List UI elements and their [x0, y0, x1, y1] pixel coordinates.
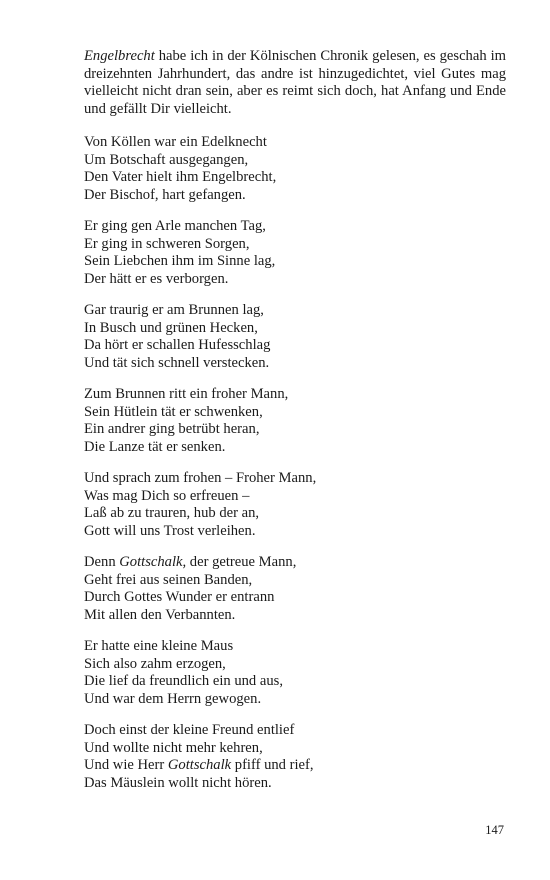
verse-italic-name: Gottschalk, — [119, 554, 187, 570]
intro-text: habe ich in der Kölnischen Chronik gelesen, es geschah im dreizehnten Jahrhundert, das andre ist hinzugedichtet, viel Gutes mag vielleicht nicht dran sein, aber es reimt sich doch, hat Anfang und Ende und gefällt Dir vielleicht. — [84, 48, 506, 117]
verse-italic-name: Gottschalk — [167, 757, 232, 773]
verse-line: Die Lanze tät er senken. — [84, 438, 226, 455]
stanza-7 — [84, 638, 506, 708]
verse-line: Der hätt er es verborgen. — [84, 270, 229, 287]
verse-line: Die lief da freundlich ein und aus, — [84, 673, 283, 689]
verse-line: Sein Hütlein tät er schwenken, — [84, 403, 263, 420]
verse-line: Was mag Dich so erfreuen – — [84, 487, 250, 504]
stanza-6 — [84, 554, 506, 624]
stanza-5 — [84, 470, 506, 540]
verse-line: Laß ab zu trauren, hub der an, — [84, 505, 260, 521]
stanza-3 — [84, 302, 506, 372]
verse-fragment: pfiff und rief, — [231, 757, 314, 773]
stanza-8 — [84, 722, 506, 792]
verse-line: Gar traurig er am Brunnen lag, — [84, 302, 264, 318]
verse-line: Mit allen den Verbannten. — [84, 606, 236, 623]
intro-paragraph — [84, 48, 506, 118]
verse-line: Der Bischof, hart gefangen. — [84, 186, 246, 203]
verse-fragment: Denn — [84, 554, 120, 570]
verse-line: Von Köllen war ein Edelknecht — [84, 134, 267, 150]
verse-line: Doch einst der kleine Freund entlief — [84, 722, 295, 738]
verse-line: Gott will uns Trost verleihen. — [84, 522, 256, 539]
verse-line: Er ging in schweren Sorgen, — [84, 235, 250, 252]
verse-line: Da hört er schallen Hufesschlag — [84, 337, 271, 353]
book-page — [84, 48, 506, 806]
verse-fragment: Und wie Herr — [84, 757, 168, 773]
verse-line: In Busch und grünen Hecken, — [84, 319, 258, 336]
verse-line: Das Mäuslein wollt nicht hören. — [84, 774, 272, 791]
stanza-2 — [84, 218, 506, 288]
verse-line: Um Botschaft ausgegangen, — [84, 151, 249, 168]
verse-line: Durch Gottes Wunder er entrann — [84, 589, 275, 605]
page-number: 147 — [485, 823, 504, 837]
verse-line: Zum Brunnen ritt ein froher Mann, — [84, 386, 289, 402]
verse-line: Geht frei aus seinen Banden, — [84, 571, 253, 588]
verse-line: Er ging gen Arle manchen Tag, — [84, 218, 266, 234]
verse-line: Und war dem Herrn gewogen. — [84, 690, 262, 707]
verse-line: Und tät sich schnell verstecken. — [84, 354, 270, 371]
stanza-4 — [84, 386, 506, 456]
verse-line: Sein Liebchen ihm im Sinne lag, — [84, 253, 276, 269]
intro-italic-name: Engelbrecht — [84, 48, 155, 64]
verse-line: Sich also zahm erzogen, — [84, 655, 226, 672]
verse-line: Und wollte nicht mehr kehren, — [84, 739, 263, 756]
verse-line: Er hatte eine kleine Maus — [84, 638, 234, 654]
verse-line — [84, 757, 506, 775]
stanza-1 — [84, 134, 506, 204]
verse-line — [84, 554, 506, 572]
verse-line: Den Vater hielt ihm Engelbrecht, — [84, 169, 277, 185]
verse-line: Ein andrer ging betrübt heran, — [84, 421, 260, 437]
verse-fragment: der getreue Mann, — [186, 554, 297, 570]
verse-line: Und sprach zum frohen – Froher Mann, — [84, 470, 317, 486]
